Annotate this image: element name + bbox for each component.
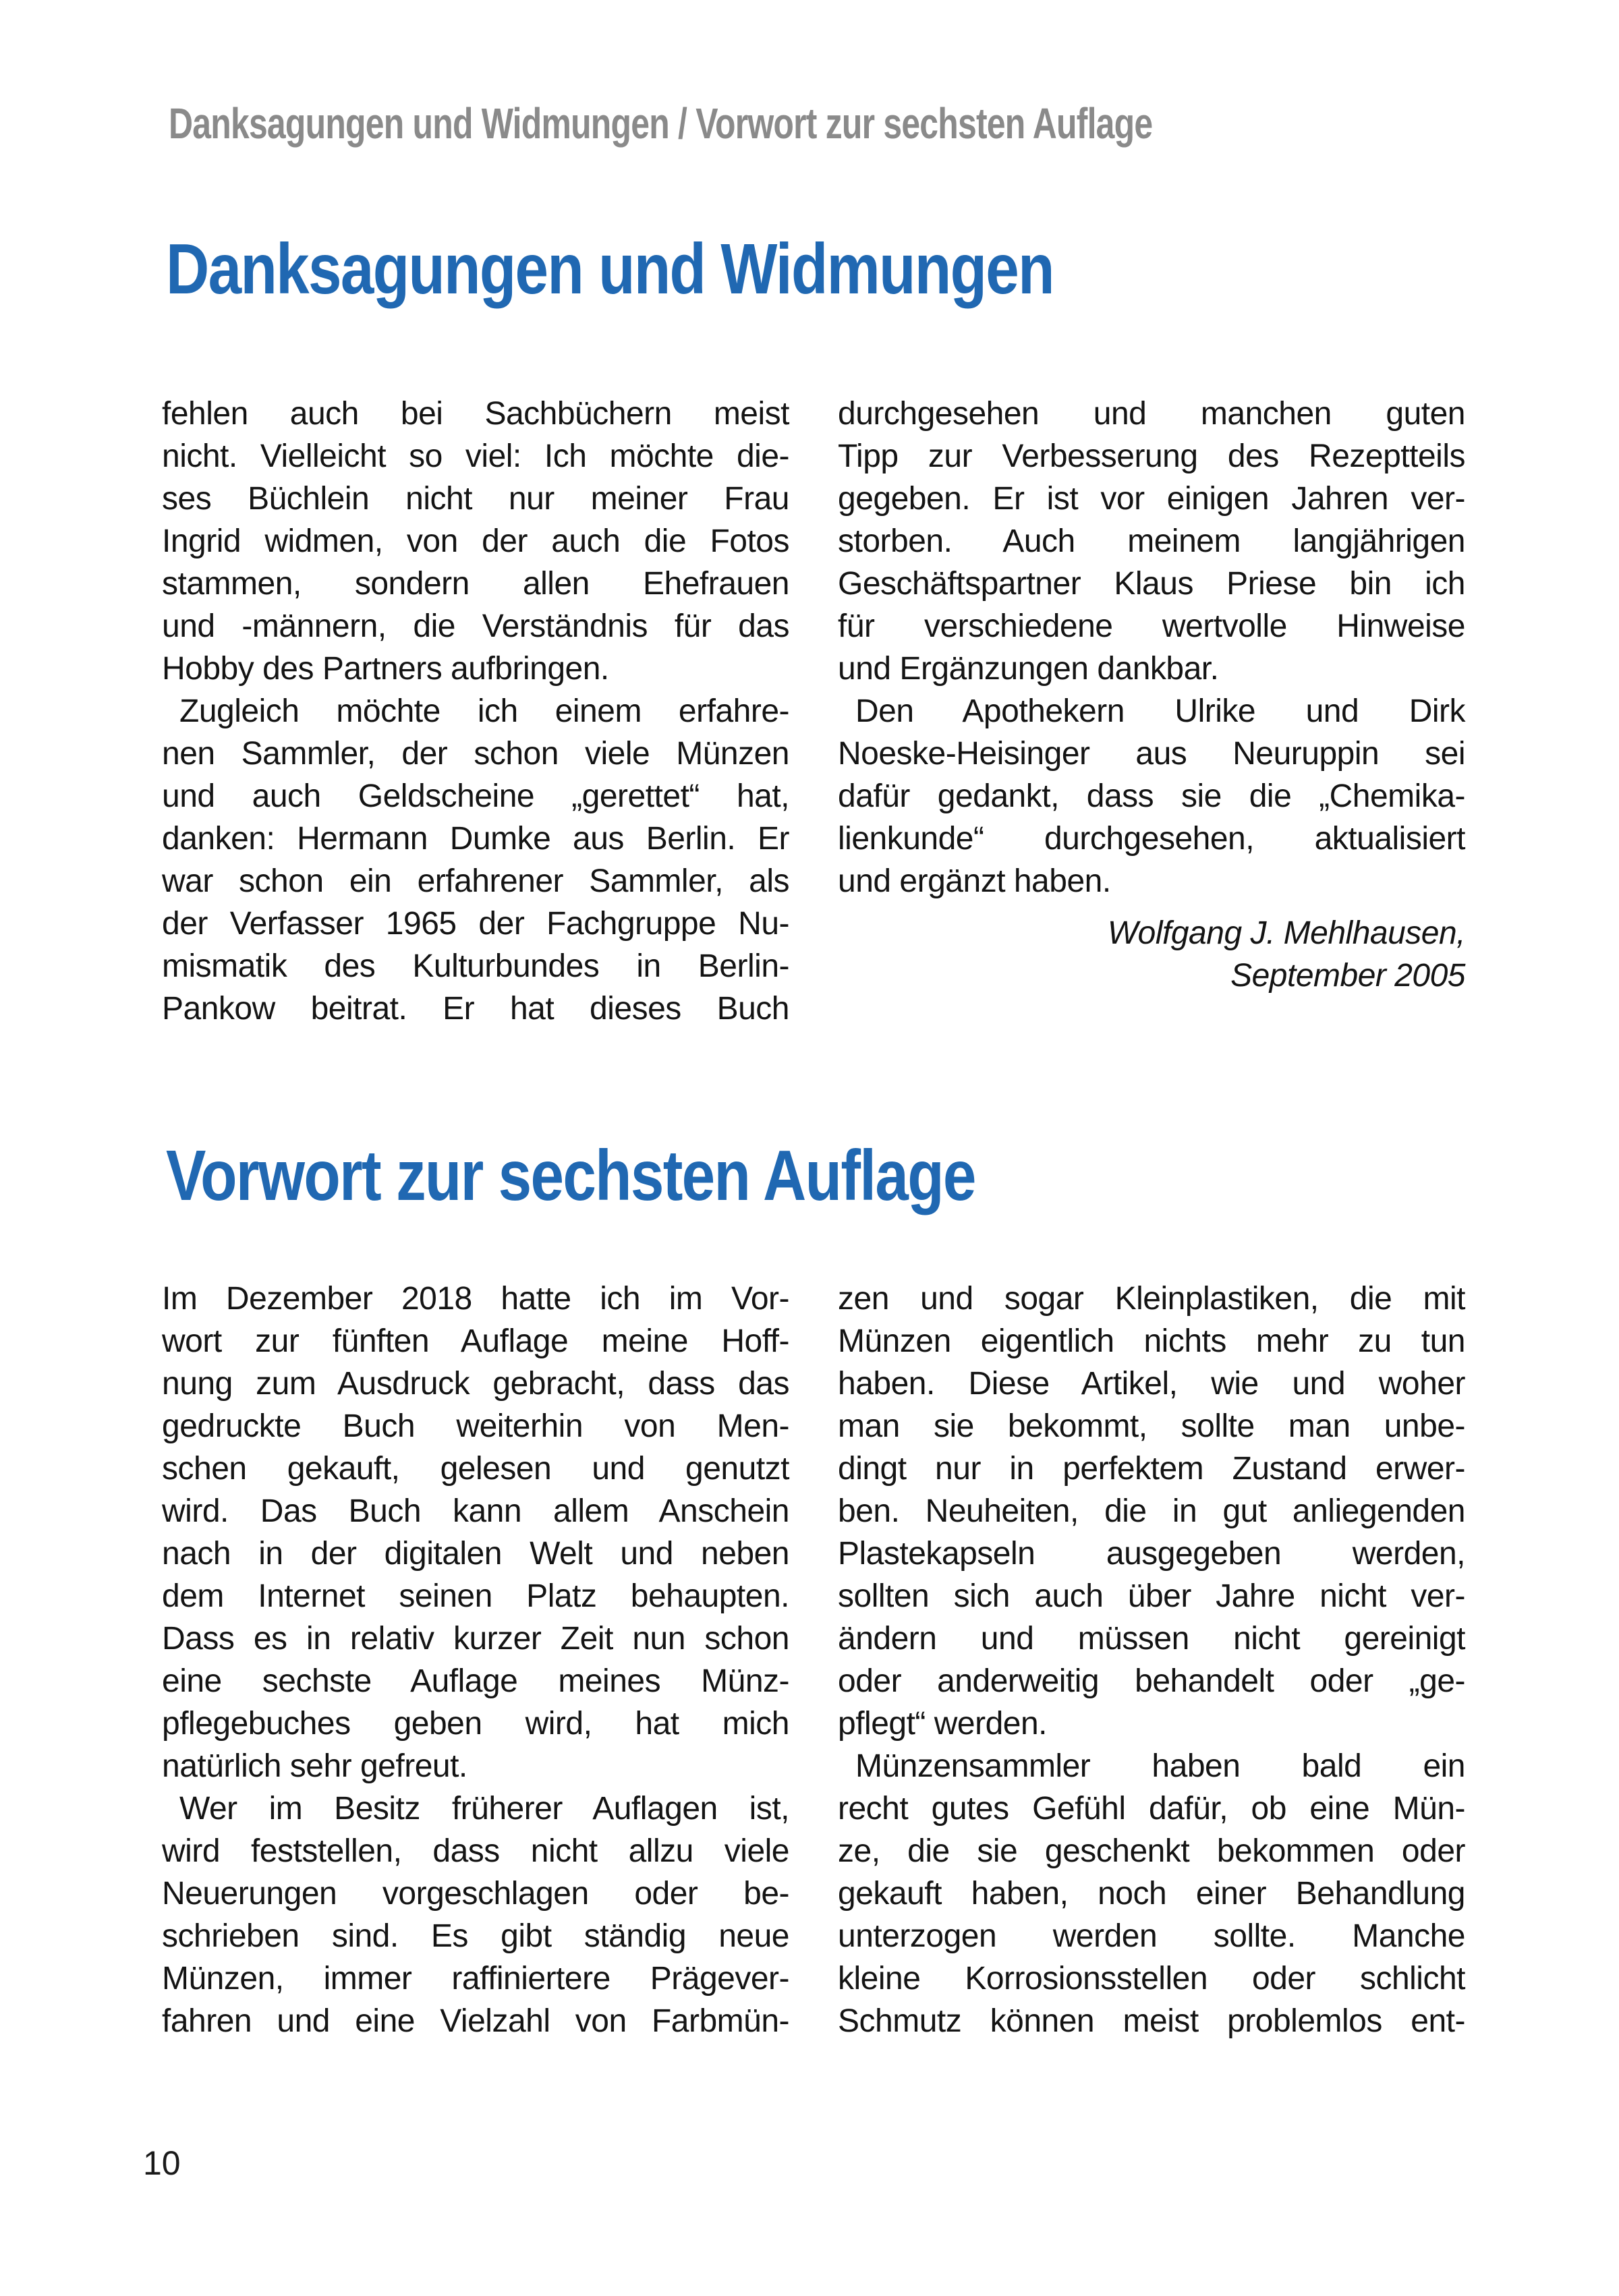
text-line: Geschäftspartner Klaus Priese bin ich — [838, 566, 1465, 602]
text-line: pflegt“ werden. — [838, 1706, 1048, 1742]
text-line: Wolfgang J. Mehlhausen, — [1107, 915, 1465, 951]
text-line: natürlich sehr gefreut. — [162, 1748, 467, 1784]
text-line: danken: Hermann Dumke aus Berlin. Er — [162, 821, 789, 857]
text-line: Den Apothekern Ulrike und Dirk — [855, 693, 1465, 729]
text-line: Dass es in relativ kurzer Zeit nun schon — [162, 1621, 789, 1657]
text-line: war schon ein erfahrener Sammler, als — [162, 863, 789, 899]
text-line: nung zum Ausdruck gebracht, dass das — [162, 1366, 789, 1402]
text-line: Plastekapseln ausgegeben werden, — [838, 1536, 1465, 1572]
text-line: gekauft haben, noch einer Behandlung — [838, 1876, 1465, 1912]
section-danksagungen-body — [162, 393, 1465, 1030]
text-line: wird feststellen, dass nicht allzu viele — [162, 1833, 789, 1869]
section-title-vorwort: Vorwort zur sechsten Auflage — [166, 1136, 975, 1215]
text-line: dafür gedankt, dass sie die „Chemika- — [838, 778, 1465, 814]
text-line: sollten sich auch über Jahre nicht ver- — [838, 1578, 1465, 1614]
text-line: mismatik des Kulturbundes in Berlin- — [162, 948, 789, 984]
text-line: Hobby des Partners aufbringen. — [162, 651, 609, 687]
text-line: Ingrid widmen, von der auch die Fotos — [162, 523, 789, 559]
text-line: Noeske-Heisinger aus Neuruppin sei — [838, 736, 1465, 772]
text-line: Wer im Besitz früherer Auflagen ist, — [179, 1791, 789, 1827]
text-line: und auch Geldscheine „gerettet“ hat, — [162, 778, 789, 814]
text-line: schrieben sind. Es gibt ständig neue — [162, 1918, 789, 1954]
text-line: Tipp zur Verbesserung des Rezeptteils — [838, 438, 1465, 474]
text-line: ändern und müssen nicht gereinigt — [838, 1621, 1465, 1657]
section-title-danksagungen: Danksagungen und Widmungen — [166, 229, 1054, 309]
text-line: Neuerungen vorgeschlagen oder be- — [162, 1876, 789, 1912]
danksagungen-left-column — [162, 393, 789, 1030]
text-line: und ergänzt haben. — [838, 863, 1111, 899]
text-line: und -männern, die Verständnis für das — [162, 608, 789, 644]
text-line: gegeben. Er ist vor einigen Jahren ver- — [838, 481, 1465, 517]
text-line: durchgesehen und manchen guten — [838, 396, 1465, 432]
text-line: der Verfasser 1965 der Fachgruppe Nu- — [162, 906, 789, 942]
text-line: nen Sammler, der schon viele Münzen — [162, 736, 789, 772]
text-line: oder anderweitig behandelt oder „ge- — [838, 1663, 1465, 1699]
page-number: 10 — [143, 2144, 181, 2182]
vorwort-left-column — [162, 1278, 789, 2042]
vorwort-right-column — [838, 1278, 1465, 2042]
text-line: stammen, sondern allen Ehefrauen — [162, 566, 789, 602]
text-line: kleine Korrosionsstellen oder schlicht — [838, 1961, 1465, 1997]
text-line: fahren und eine Vielzahl von Farbmün- — [162, 2003, 789, 2039]
text-line: storben. Auch meinem langjährigen — [838, 523, 1465, 559]
text-line: und Ergänzungen dankbar. — [838, 651, 1219, 687]
text-line: nicht. Vielleicht so viel: Ich möchte die- — [162, 438, 789, 474]
text-line: September 2005 — [1230, 958, 1465, 994]
text-line: ses Büchlein nicht nur meiner Frau — [162, 481, 789, 517]
running-header: Danksagungen und Widmungen / Vorwort zur sechsten Auflage — [169, 99, 1153, 148]
text-line: zen und sogar Kleinplastiken, die mit — [838, 1281, 1465, 1317]
text-line: Pankow beitrat. Er hat dieses Buch — [162, 991, 789, 1027]
text-line: unterzogen werden sollte. Manche — [838, 1918, 1465, 1954]
text-line: Münzen eigentlich nichts mehr zu tun — [838, 1323, 1465, 1359]
section-vorwort-body — [162, 1278, 1465, 2042]
text-line: haben. Diese Artikel, wie und woher — [838, 1366, 1465, 1402]
text-line: wird. Das Buch kann allem Anschein — [162, 1493, 789, 1529]
text-line: schen gekauft, gelesen und genutzt — [162, 1451, 789, 1487]
text-line: eine sechste Auflage meines Münz- — [162, 1663, 789, 1699]
text-line: Münzen, immer raffiniertere Prägever- — [162, 1961, 789, 1997]
text-line: Im Dezember 2018 hatte ich im Vor- — [162, 1281, 789, 1317]
text-line: für verschiedene wertvolle Hinweise — [838, 608, 1465, 644]
text-line: ben. Neuheiten, die in gut anliegenden — [838, 1493, 1465, 1529]
text-line: dem Internet seinen Platz behaupten. — [162, 1578, 789, 1614]
text-line: Münzensammler haben bald ein — [855, 1748, 1465, 1784]
text-line: Zugleich möchte ich einem erfahre- — [179, 693, 789, 729]
text-line: fehlen auch bei Sachbüchern meist — [162, 396, 789, 432]
danksagungen-right-column — [838, 393, 1465, 1030]
text-line: wort zur fünften Auflage meine Hoff- — [162, 1323, 789, 1359]
text-line: nach in der digitalen Welt und neben — [162, 1536, 789, 1572]
text-line: recht gutes Gefühl dafür, ob eine Mün- — [838, 1791, 1465, 1827]
text-line: gedruckte Buch weiterhin von Men- — [162, 1408, 789, 1444]
text-line: pflegebuches geben wird, hat mich — [162, 1706, 789, 1742]
text-line: man sie bekommt, sollte man unbe- — [838, 1408, 1465, 1444]
text-line: lienkunde“ durchgesehen, aktualisiert — [838, 821, 1465, 857]
text-line: dingt nur in perfektem Zustand erwer- — [838, 1451, 1465, 1487]
text-line: ze, die sie geschenkt bekommen oder — [838, 1833, 1465, 1869]
text-line: Schmutz können meist problemlos ent- — [838, 2003, 1465, 2039]
